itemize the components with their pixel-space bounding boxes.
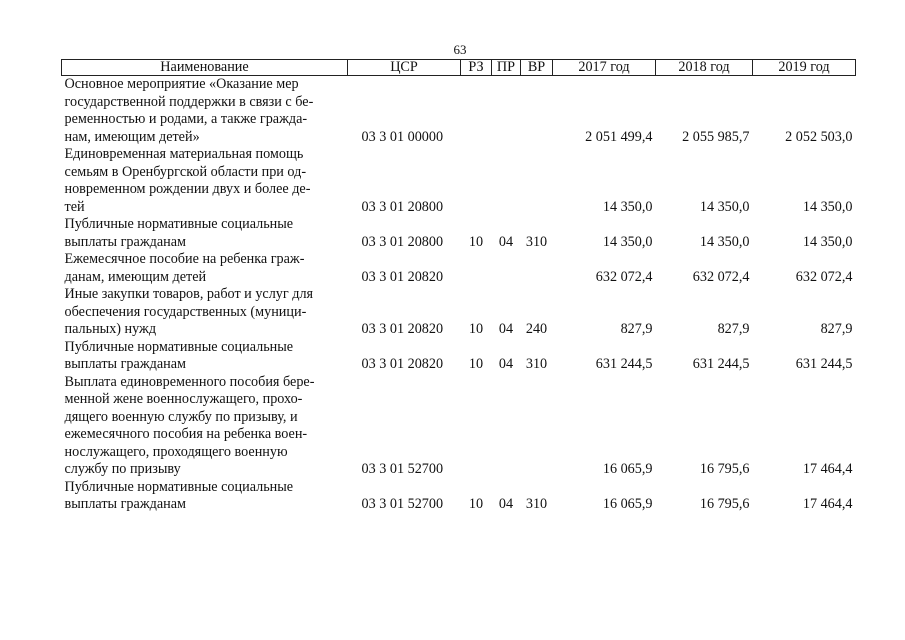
row-rz: 10	[468, 321, 484, 337]
table-row	[62, 286, 856, 339]
row-pr	[492, 251, 521, 286]
row-value-2017: 631 244,5	[595, 356, 653, 372]
row-name-line: выплаты гражданам	[64, 356, 187, 372]
row-vr: 240	[525, 321, 548, 337]
table-row	[62, 479, 856, 514]
row-value-2018: 2 055 985,7	[682, 128, 750, 145]
row-name-line: обеспечения государственных (муници-	[64, 303, 307, 320]
row-rz	[461, 146, 492, 216]
row-name	[62, 146, 348, 216]
row-value-2019: 14 350,0	[802, 198, 853, 215]
row-name-line: семьям в Оренбургской области при од-	[64, 163, 307, 180]
row-value-2019: 631 244,5	[795, 356, 853, 372]
row-rz	[461, 76, 492, 147]
row-name-line: Публичные нормативные социальные	[64, 216, 294, 232]
table-row	[62, 216, 856, 251]
row-pr: 04	[498, 233, 514, 250]
row-csr: 03 3 01 00000	[361, 128, 444, 145]
row-name-line: тей	[64, 198, 85, 215]
row-vr: 310	[525, 496, 548, 512]
row-name	[62, 479, 348, 514]
row-value-2018: 631 244,5	[692, 356, 750, 372]
header-2019: 2019 год	[753, 60, 856, 76]
row-name-line: Публичные нормативные социальные	[64, 338, 294, 355]
row-vr	[521, 374, 553, 479]
row-value-2017: 14 350,0	[602, 233, 653, 250]
row-name-line: новременном рождении двух и более де-	[64, 181, 311, 197]
row-csr: 03 3 01 20800	[361, 198, 444, 215]
row-csr: 03 3 01 52700	[361, 461, 444, 477]
row-pr	[492, 76, 521, 147]
row-value-2017: 16 065,9	[602, 461, 653, 477]
row-pr: 04	[498, 356, 514, 372]
table-row	[62, 146, 856, 216]
row-name	[62, 286, 348, 339]
row-name-line: менной жене военнослужащего, прохо-	[64, 391, 303, 407]
row-vr	[521, 76, 553, 147]
row-value-2019: 17 464,4	[802, 496, 853, 512]
row-name	[62, 76, 348, 147]
row-vr	[521, 146, 553, 216]
row-name-line: Единовременная материальная помощь	[64, 146, 304, 162]
row-value-2019: 632 072,4	[795, 268, 853, 285]
row-rz: 10	[468, 496, 484, 512]
row-name-line: нам, имеющим детей»	[64, 128, 200, 145]
table-row	[62, 251, 856, 286]
table-header-row	[62, 60, 856, 76]
page-number: 63	[453, 42, 467, 57]
row-value-2017: 16 065,9	[602, 496, 653, 512]
row-value-2017: 14 350,0	[602, 198, 653, 215]
row-csr: 03 3 01 52700	[361, 496, 444, 512]
row-name	[62, 374, 348, 479]
row-csr: 03 3 01 20820	[361, 268, 444, 285]
table-body	[62, 76, 856, 514]
row-pr: 04	[498, 321, 514, 337]
row-value-2018: 827,9	[717, 321, 750, 337]
row-csr: 03 3 01 20820	[361, 321, 444, 337]
row-name-line: Публичные нормативные социальные	[64, 478, 294, 495]
header-rz: РЗ	[461, 60, 492, 76]
table-row	[62, 339, 856, 374]
row-rz	[461, 374, 492, 479]
header-2017: 2017 год	[553, 60, 656, 76]
row-name-line: Иные закупки товаров, работ и услуг для	[64, 286, 314, 302]
row-name-line: ременностью и родами, а также гражда-	[64, 111, 308, 127]
table-row	[62, 76, 856, 147]
row-csr: 03 3 01 20800	[361, 233, 444, 250]
row-pr: 04	[498, 496, 514, 512]
row-value-2019: 17 464,4	[802, 461, 853, 477]
row-name-line: нослужащего, проходящего военную	[64, 443, 288, 460]
row-name-line: службу по призыву	[64, 461, 181, 477]
row-name-line: государственной поддержки в связи с бе-	[64, 93, 314, 110]
row-csr: 03 3 01 20820	[361, 356, 444, 372]
row-value-2018: 14 350,0	[699, 198, 750, 215]
row-value-2017: 2 051 499,4	[585, 128, 653, 145]
row-value-2018: 16 795,6	[699, 496, 750, 512]
row-rz	[461, 251, 492, 286]
row-name-line: выплаты гражданам	[64, 496, 187, 512]
row-name	[62, 251, 348, 286]
row-value-2018: 632 072,4	[692, 268, 750, 285]
row-name-line: ежемесячного пособия на ребенка воен-	[64, 426, 308, 442]
row-name-line: выплаты гражданам	[64, 233, 187, 250]
row-value-2019: 827,9	[820, 321, 853, 337]
row-rz: 10	[468, 233, 484, 250]
row-value-2017: 632 072,4	[595, 268, 653, 285]
row-name-line: пальных) нужд	[64, 321, 157, 337]
budget-table	[61, 59, 856, 514]
header-name: Наименование	[62, 60, 348, 76]
row-name-line: дящего военную службу по призыву, и	[64, 408, 298, 425]
row-value-2019: 2 052 503,0	[785, 128, 853, 145]
row-value-2018: 16 795,6	[699, 461, 750, 477]
row-name-line: Основное мероприятие «Оказание мер	[64, 76, 299, 92]
header-csr: ЦСР	[348, 60, 461, 76]
row-value-2018: 14 350,0	[699, 233, 750, 250]
row-pr	[492, 146, 521, 216]
row-name	[62, 339, 348, 374]
row-value-2019: 14 350,0	[802, 233, 853, 250]
row-pr	[492, 374, 521, 479]
row-vr: 310	[525, 233, 548, 250]
row-value-2017: 827,9	[620, 321, 653, 337]
header-vr: ВР	[521, 60, 553, 76]
row-name	[62, 216, 348, 251]
header-2018: 2018 год	[656, 60, 753, 76]
table-row	[62, 374, 856, 479]
row-vr: 310	[525, 356, 548, 372]
row-name-line: Ежемесячное пособие на ребенка граж-	[64, 251, 305, 267]
header-pr: ПР	[492, 60, 521, 76]
row-rz: 10	[468, 356, 484, 372]
row-name-line: Выплата единовременного пособия бере-	[64, 373, 315, 390]
row-vr	[521, 251, 553, 286]
row-name-line: данам, имеющим детей	[64, 268, 207, 285]
